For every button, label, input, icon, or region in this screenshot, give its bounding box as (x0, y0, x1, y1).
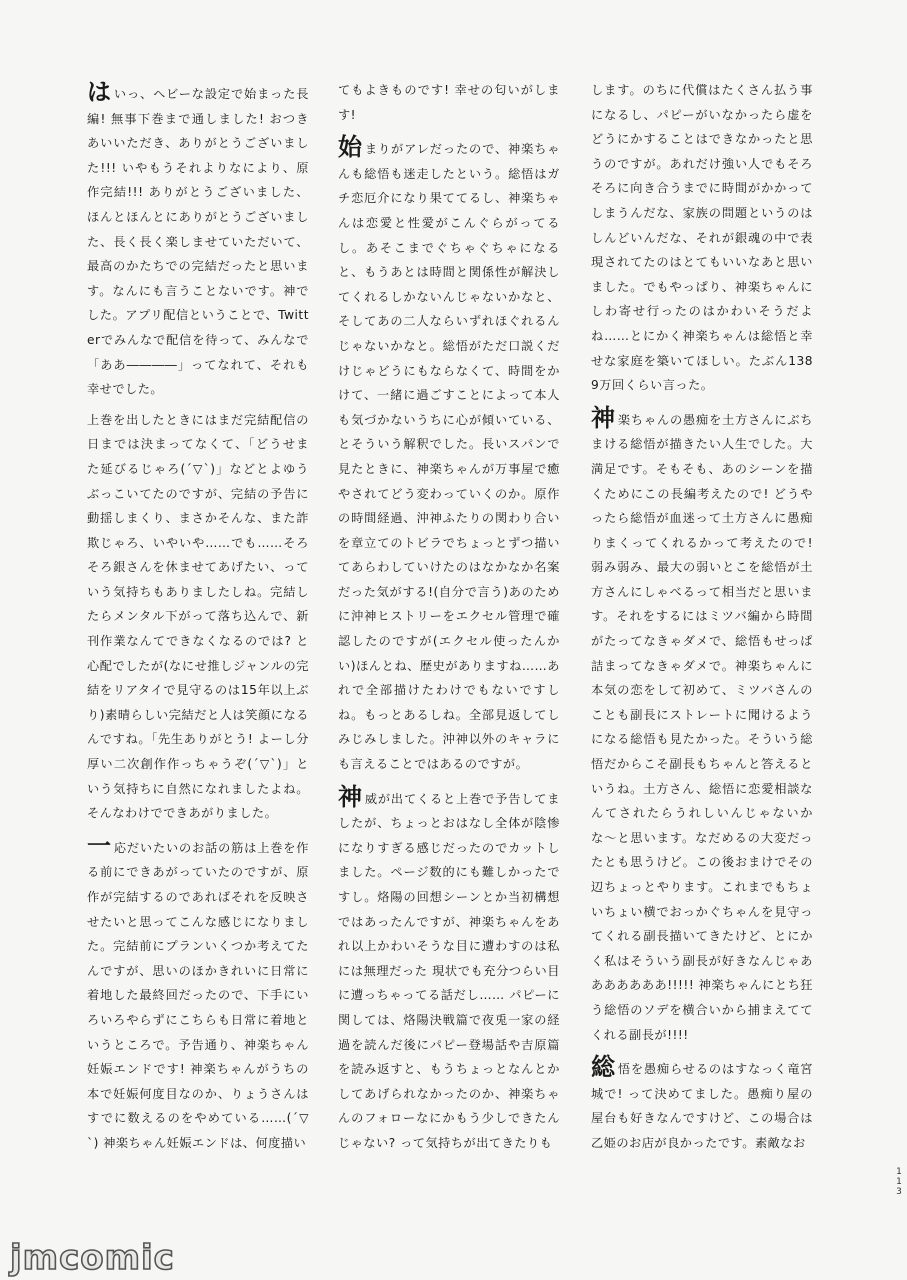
text-column-1 (87, 78, 309, 1162)
text-column-2 (338, 78, 560, 1162)
paragraph-text: 応だいたいのお話の筋は上巻を作る前にできあがっていたのですが、原作が完結するのであればそれを反映させたいと思ってこんな感じになりました。完結前にプランいくつか考えてたんですが、思いのほかきれいに日常に着地した最終回だったので、下手にいろいろやらずにこちらも日常に着地というところで。予告通り、神楽ちゃん妊娠エンドです! 神楽ちゃんがうちの本で妊娠何度目なのか、りょうさんはすでに数えるのをやめている……(´▽`) 神楽ちゃん妊娠エンドは、何度描い (87, 840, 309, 1150)
paragraph-continuation (338, 78, 560, 127)
paragraph-text: 威が出てくると上巻で予告してましたが、ちょっとおはなし全体が陰惨になりすぎる感じだったのでカットしました。ページ数的にも難しかったですし。烙陽の回想シーンとか当初構想ではあったんですが、神楽ちゃんをあれ以上かわいそうな目に遭わすのは私には無理だった 現状でも充分つらい目に遭っちゃってる話だし…… パピーに関しては、烙陽決戦篇で夜兎一家の経過を読んだ後にパピー登場話や吉原篇を読み返すと、もうちょっとなんとかしてあげられなかったのか、神楽ちゃんのフォローなにかもう少しできたんじゃない? って気持ちが出てきたりも (338, 791, 560, 1150)
drop-cap: は (87, 78, 112, 106)
afterword-paragraph-6 (591, 404, 813, 1047)
paragraph-text: 悟を愚痴らせるのはすなっく竜宮城で! って決めてました。愚痴り屋の屋台も好きなんですけど、この場合は乙姫のお店が良かったです。素敵なお (591, 1062, 813, 1150)
afterword-paragraph-4 (338, 133, 560, 776)
page-number: 1 1 3 (896, 1167, 902, 1197)
paragraph-text: てもよきものです! 幸せの匂いがします! (338, 83, 560, 122)
afterword-paragraph-2 (87, 408, 309, 826)
paragraph-text: まりがアレだったので、神楽ちゃんも総悟も迷走したという。総悟はガチ恋厄介になり果ててるし、神楽ちゃんは恋愛と性愛がこんぐらがってるし。あそこまでぐちゃぐちゃになると、もうあとは時間と関係性が解決してくれるしかないんじゃないかなと、そしてあの二人ならいずれほぐれるんじゃないかなと。総悟がただ口説くだけじゃどうにもならなくて、時間をかけて、一緒に過ごすことによって本人も気づかないうちに心が傾いている、とそういう解釈でした。長いスパンで見たときに、神楽ちゃんが万事屋で癒やされてどう変わっていくのか。原作の時間経過、沖神ふたりの関わり合いを章立てのトビラでちょっとずつ描いてあらわしていけたのはなかなか名案だった気がする!(自分で言う)あのために沖神ヒストリーをエクセル管理で確認したのですが(エクセル使ったんかい)ほんとね、歴史がありますね……あれで全部描けたわけでもないですしね。もっとあるしね。全部見返してしみじみしました。沖神以外のキャラにも言えることではあるのですが。 (338, 142, 560, 772)
drop-cap: 始 (338, 133, 363, 162)
paragraph-text: いっ、ヘビーな設定で始まった長編! 無事下巻まで通しました! おつきあいいただき、ありがとうございました!!! いやもうそれよりなにより、原作完結!!! ありがとうございました、ほんとほんとにありがとうございました、長く長く楽しませていただいて、最高のかたちでの完結だったと思います。なんにも言うことないです。神でした。アプリ配信ということで、Twitterでみんなで配信を待って、みんなで「ああ――――」ってなれて、それも幸せでした。 (87, 87, 309, 397)
drop-cap: 一 (87, 831, 112, 860)
text-column-3 (591, 78, 813, 1162)
drop-cap: 神 (338, 782, 363, 811)
afterword-paragraph-5 (338, 783, 560, 1156)
drop-cap: 神 (591, 403, 616, 432)
afterword-paragraph-1 (87, 78, 309, 402)
afterword-paragraph-7 (591, 1053, 813, 1155)
paragraph-text: 楽ちゃんの愚痴を土方さんにぶちまける総悟が描きたい人生でした。大満足です。そもそも、あのシーンを描くためにこの長編考えたので! どうやったら総悟が血迷って土方さんに愚痴りまくってくれるかって考えたので! 弱み弱み、最大の弱いとこを総悟が土方さんにしゃべるって相当だと思います。それをするにはミツバ編から時間がたってなきゃダメで、総悟もせっぱ詰まってなきゃダメで。神楽ちゃんに本気の恋をして初めて、ミツバさんのことも副長にストレートに聞けるようになる総悟も見たかった。そういう総悟だからこそ副長もちゃんと答えるというね。土方さん、総悟に恋愛相談なんてされたらうれしいんじゃないかな〜と思います。なだめるの大変だったとも思うけど。この後おまけでその辺ちょっとやります。これまでもちょいちょい横でおっかぐちゃんを見守ってくれる副長描いてきたけど、とにかく私はそういう副長が好きなんじゃあああああああ!!!!! 神楽ちゃんにとち狂う総悟のソデを横合いから捕まえててくれる副長が!!!! (591, 412, 813, 1042)
watermark-logo: jmcomic (10, 1238, 175, 1278)
paragraph-continuation (591, 78, 813, 398)
afterword-paragraph-3 (87, 832, 309, 1156)
drop-cap: 総 (591, 1053, 616, 1082)
paragraph-text: 上巻を出したときにはまだ完結配信の日までは決まってなくて、「どうせまた延びるじゃろ(´▽`)」などとよゆうぶっこいてたのですが、完結の予告に動揺しまくり、まさかそんな、また詐欺じゃろ、いやいや……でも……そろそろ銀さんを休ませてあげたい、っていう気持ちもありましたしね。完結したらメンタル下がって落ち込んで、新刊作業なんてできなくなるのでは? と心配でしたが(なにせ推しジャンルの完結をリアタイで見守るのは15年以上ぶり)素晴らしい完結だと人は笑顔になるんですね。「先生ありがとう! よーし分厚い二次創作作っちゃうぞ(´▽`)」という気持ちに自然になれましたよね。そんなわけでできあがりました。 (87, 412, 309, 821)
paragraph-text: します。のちに代償はたくさん払う事になるし、パピーがいなかったら虚をどうにかすることはできなかったと思うのですが。あれだけ強い人でもそろそろに向き合うまでに時間がかかってしまうんだな、家族の問題というのはしんどいんだな、それが銀魂の中で表現されてたのはとてもいいなあと思いました。でもやっぱり、神楽ちゃんにしわ寄せ行ったのはかわいそうだよね……とにかく神楽ちゃんは総悟と幸せな家庭を築いてほしい。たぶん1389万回くらい言った。 (591, 83, 813, 393)
